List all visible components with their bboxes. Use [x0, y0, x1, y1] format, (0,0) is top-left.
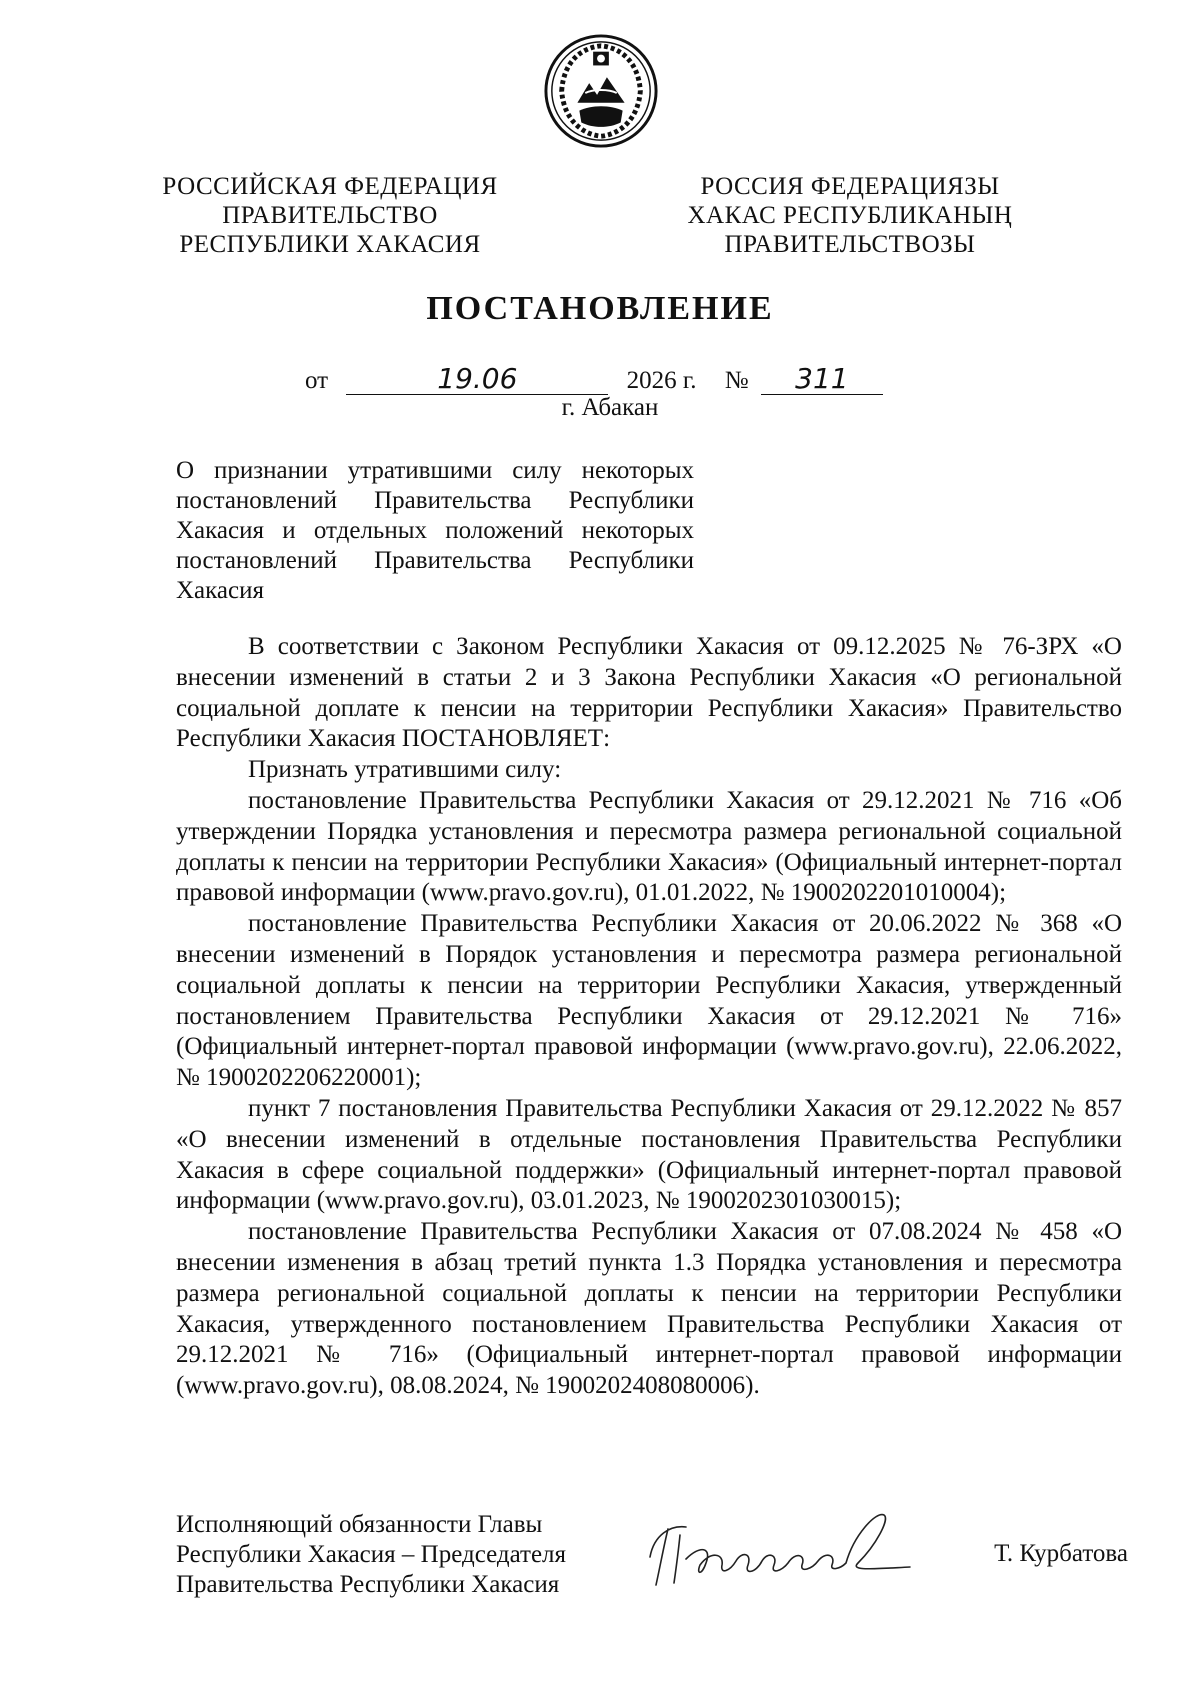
document-title: ПОСТАНОВЛЕНИЕ — [426, 290, 774, 327]
header-left-line: РОССИЙСКАЯ ФЕДЕРАЦИЯ — [162, 173, 498, 200]
position-line: Правительства Республики Хакасия — [176, 1571, 560, 1598]
city-line — [0, 394, 1200, 422]
document-body — [176, 632, 1122, 1402]
subject-heading — [176, 456, 694, 606]
number-field — [761, 364, 883, 395]
subject-line: постановлений Правительства Республики — [176, 487, 694, 514]
header-right-line: ХАКАС РЕСПУБЛИКАНЫҢ — [687, 202, 1013, 229]
position-line: Исполняющий обязанности Главы — [176, 1511, 543, 1538]
subject-line: постановлений Правительства Республики — [176, 547, 694, 574]
body-paragraph: постановление Правительства Республики Хакасия от 29.12.2021 № 716 «Об утверждении Порядка установления и пересмотра размера региональной социальной доплаты к пенсии на территории Республики Хакасия» (Официальный интернет-портал правовой информации (www.pravo.gov.ru), 01.01.2022, № 1900202201010004); — [176, 786, 1122, 907]
subject-line: Хакасия и отдельных положений некоторых — [176, 517, 694, 544]
date-number-line — [305, 364, 883, 395]
handwritten-signature — [640, 1505, 920, 1595]
subject-line: О признании утратившими силу некоторых — [176, 457, 694, 484]
handwritten-number: 311 — [795, 362, 849, 395]
header-left-line: ПРАВИТЕЛЬСТВО — [222, 202, 438, 229]
body-paragraph: Признать утратившими силу: — [248, 756, 562, 784]
body-paragraph: постановление Правительства Республики Хакасия от 07.08.2024 № 458 «О внесении изменения в абзац третий пункта 1.3 Порядка установления и пересмотра размера региональной социальной доплаты к пенсии на территории Республики Хакасия, утвержденного постановлением Правительства Республики Хакасия от 29.12.2021 № 716» (Официальный интернет-портал правовой информации (www.pravo.gov.ru), 08.08.2024, № 1900202408080006). — [176, 1218, 1122, 1400]
header-left-line: РЕСПУБЛИКИ ХАКАСИЯ — [179, 231, 481, 258]
subject-line: Хакасия — [176, 577, 264, 604]
city: г. Абакан — [561, 394, 659, 421]
header-right-line: ПРАВИТЕЛЬСТВОЗЫ — [724, 231, 976, 258]
body-paragraph: пункт 7 постановления Правительства Республики Хакасия от 29.12.2022 № 857 «О внесении изменений в отдельные постановления Правительства Республики Хакасия в сфере социальной поддержки» (Официальный интернет-портал правовой информации (www.pravo.gov.ru), 03.01.2023, № 1900202301030015); — [176, 1094, 1122, 1215]
header-right-block — [680, 172, 1020, 259]
handwritten-date: 19.06 — [437, 362, 518, 395]
date-field — [346, 364, 608, 395]
signatory-position — [176, 1510, 566, 1600]
coat-of-arms-emblem — [542, 32, 660, 150]
signer-name: Т. Курбатова — [994, 1540, 1128, 1567]
body-paragraph: постановление Правительства Республики Хакасия от 20.06.2022 № 368 «О внесении изменений в Порядок установления и пересмотра размера региональной социальной доплаты к пенсии на территории Республики Хакасия, утвержденный постановлением Правительства Республики Хакасия от 29.12.2021 № 716» (Официальный интернет-портал правовой информации (www.pravo.gov.ru), 22.06.2022, № 1900202206220001); — [176, 910, 1122, 1092]
position-line: Республики Хакасия – Председателя — [176, 1541, 567, 1568]
number-label: № — [724, 367, 749, 394]
from-label: от — [305, 367, 329, 394]
year-label: 2026 г. — [626, 367, 697, 394]
header-right-line: РОССИЯ ФЕДЕРАЦИЯЗЫ — [700, 173, 1000, 200]
header-left-block — [150, 172, 510, 259]
body-paragraph: В соответствии с Законом Республики Хакасия от 09.12.2025 № 76-ЗРХ «О внесении изменений в статьи 2 и 3 Закона Республики Хакасия «О региональной социальной доплате к пенсии на территории Республики Хакасия» Правительство Республики Хакасия ПОСТАНОВЛЯЕТ: — [176, 633, 1122, 753]
